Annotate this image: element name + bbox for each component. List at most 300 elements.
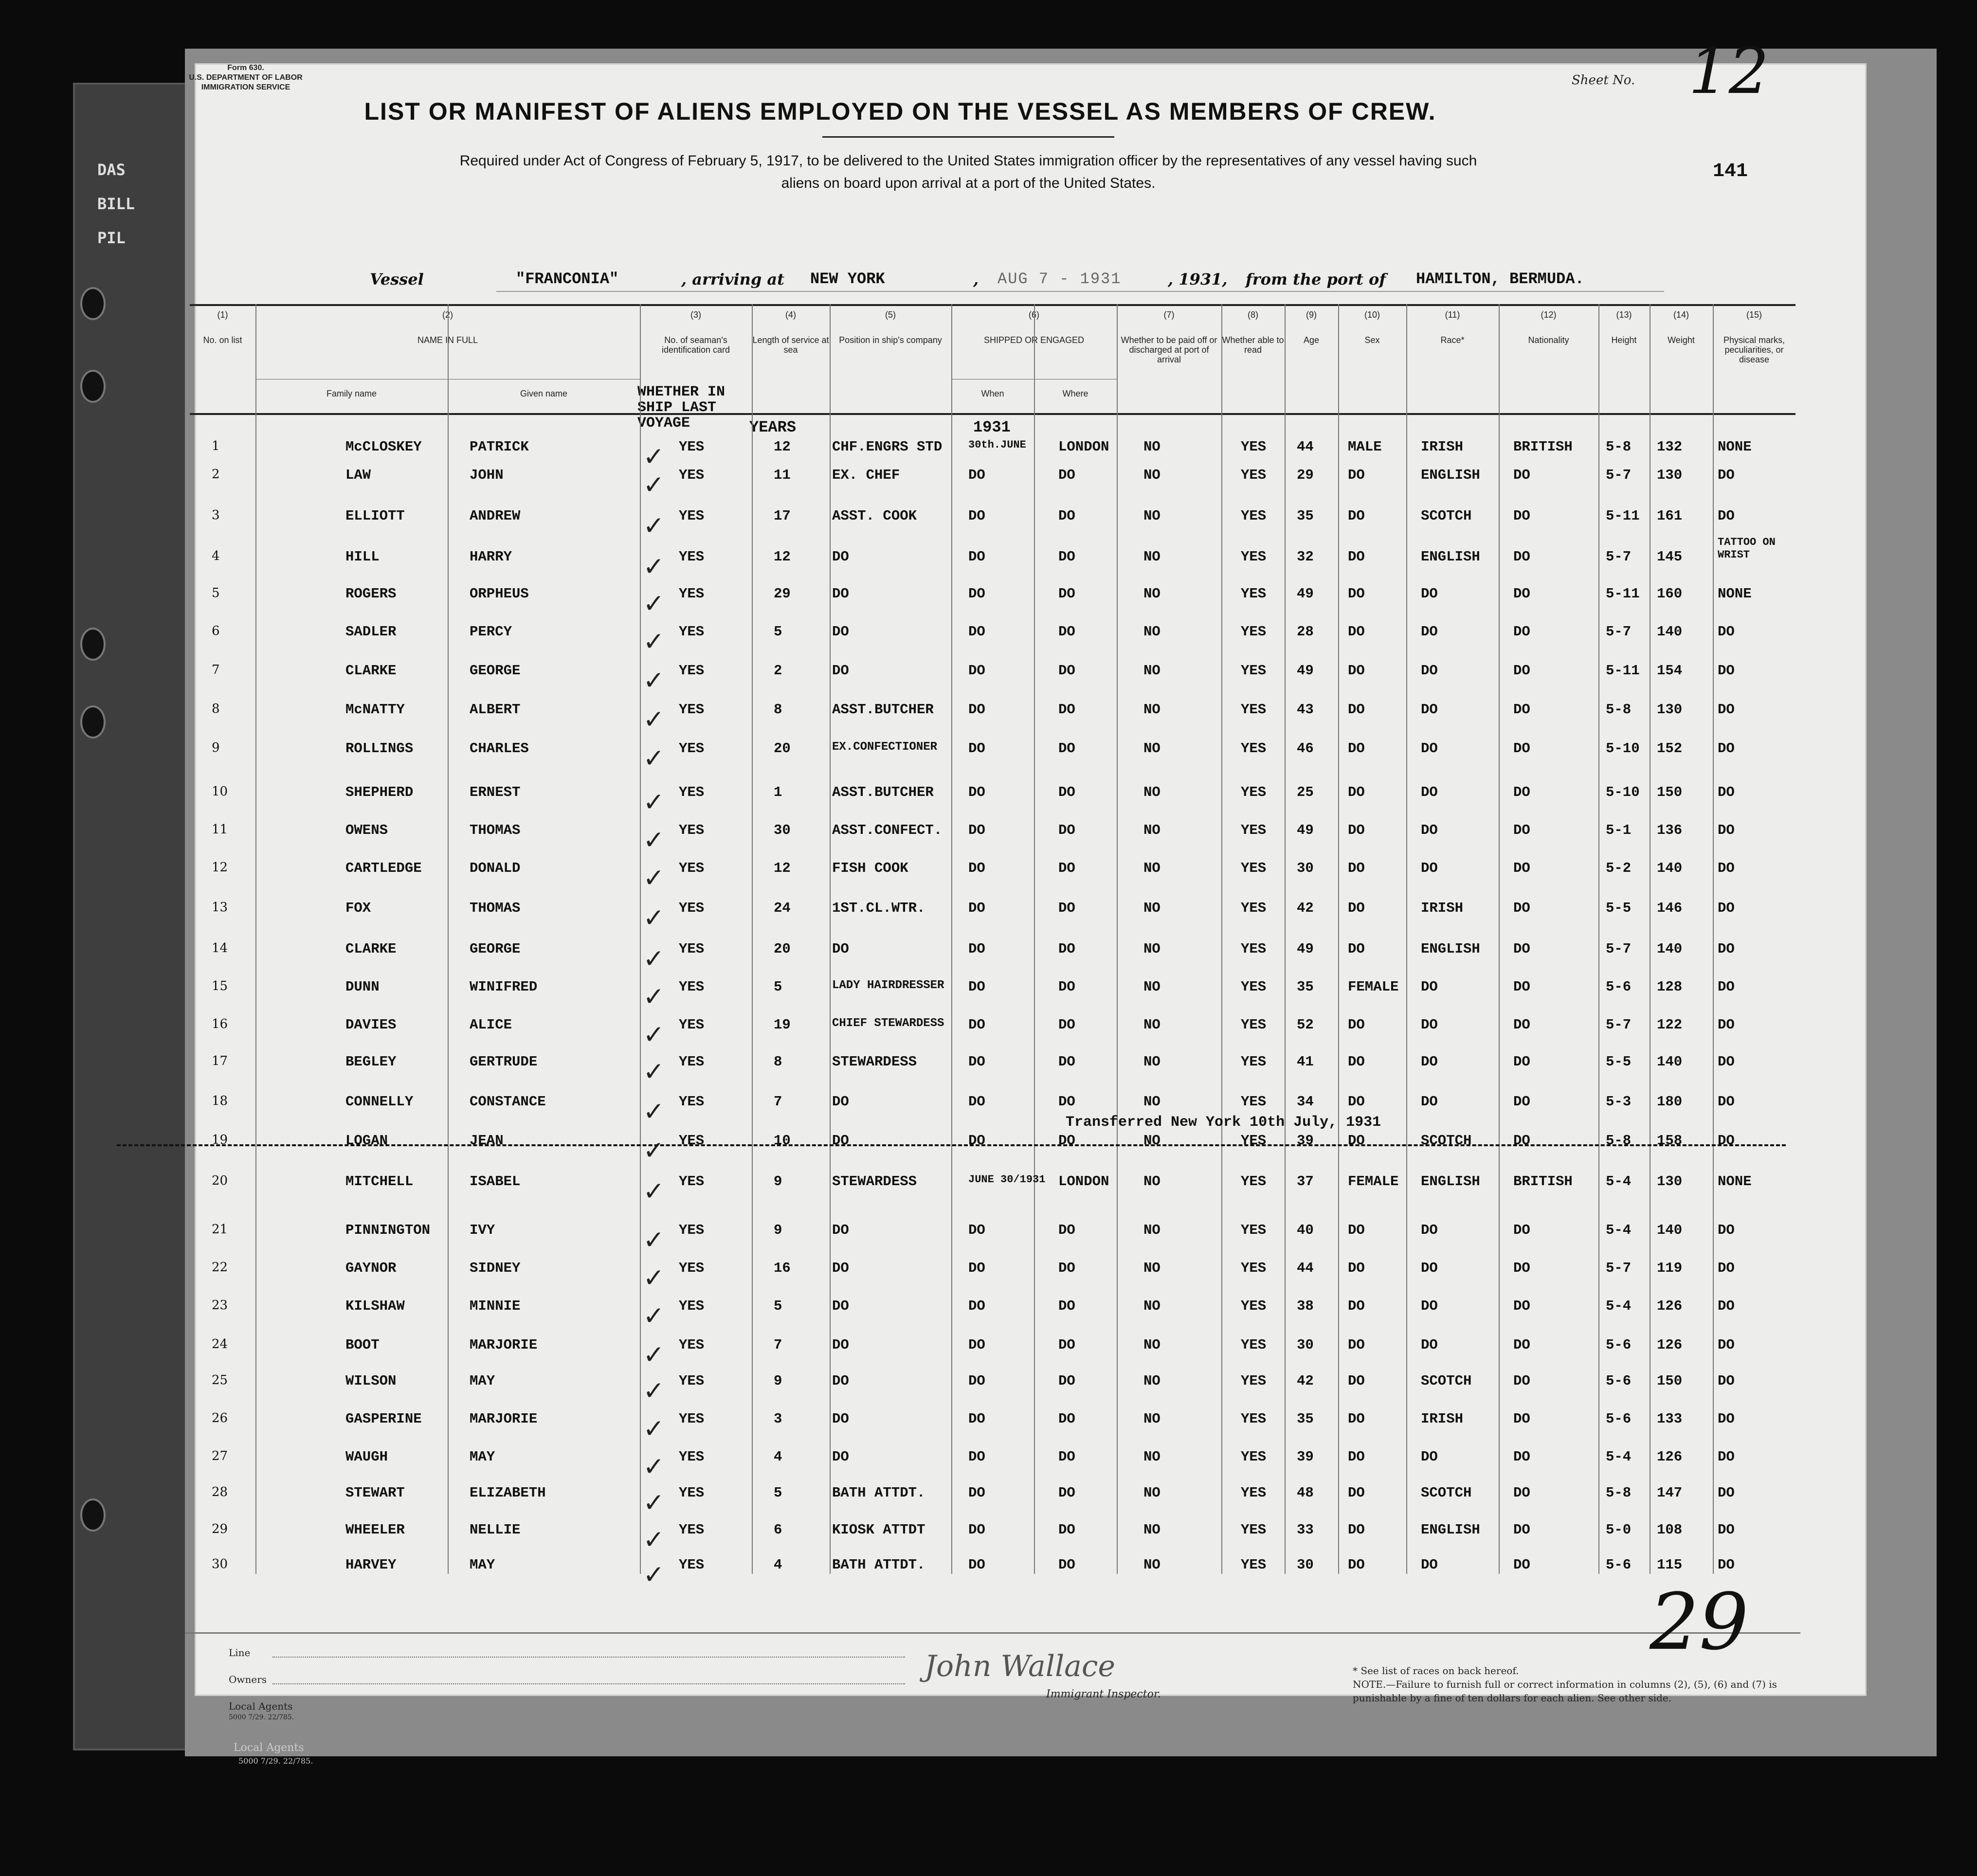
- sheet-stamp-number: 141: [1713, 161, 1748, 182]
- given-name-cell: MAY: [470, 1373, 495, 1389]
- given-name-cell: SIDNEY: [470, 1260, 521, 1276]
- able-to-read-cell: YES: [1241, 586, 1267, 602]
- row-number-cell: 4: [212, 549, 220, 563]
- height-cell: 5-8: [1606, 702, 1632, 718]
- nationality-cell: DO: [1513, 1485, 1530, 1501]
- race-cell: DO: [1421, 1337, 1438, 1353]
- shipped-where-cell: DO: [1058, 1094, 1075, 1110]
- weight-cell: 126: [1657, 1449, 1683, 1465]
- nationality-cell: DO: [1513, 663, 1530, 679]
- family-name-cell: HARVEY: [345, 1557, 397, 1573]
- service-years-cell: 4: [774, 1557, 782, 1573]
- weight-cell: 130: [1657, 702, 1683, 718]
- height-cell: 5-6: [1606, 1337, 1632, 1353]
- header-col-7: [1117, 306, 1222, 413]
- punch-hole: [80, 628, 106, 661]
- nationality-cell: DO: [1513, 941, 1530, 957]
- height-cell: 5-5: [1606, 1054, 1632, 1070]
- weight-cell: 145: [1657, 549, 1683, 565]
- weight-cell: 146: [1657, 900, 1683, 916]
- header-col-number: (8): [1248, 310, 1258, 320]
- race-cell: DO: [1421, 702, 1438, 718]
- from-port-label: from the port of: [1246, 270, 1386, 289]
- given-name-cell: ELIZABETH: [470, 1485, 546, 1501]
- able-to-read-cell: YES: [1241, 702, 1267, 718]
- shipped-where-cell: DO: [1058, 1485, 1075, 1501]
- shipped-when-cell: JUNE 30/1931: [968, 1173, 1046, 1186]
- sex-cell: DO: [1348, 1485, 1365, 1501]
- seaman-card-cell: YES: [679, 508, 705, 524]
- position-cell: DO: [832, 586, 849, 602]
- race-cell: DO: [1421, 1298, 1438, 1314]
- nationality-cell: BRITISH: [1513, 1173, 1573, 1190]
- seaman-card-cell: YES: [679, 1222, 705, 1238]
- seaman-card-cell: YES: [679, 900, 705, 916]
- header-col-label: Whether able to read: [1222, 335, 1284, 355]
- sex-cell: FEMALE: [1348, 1173, 1399, 1190]
- shipped-when-cell: DO: [968, 860, 985, 876]
- table-row: [190, 854, 1796, 896]
- sex-cell: DO: [1348, 624, 1365, 640]
- header-col-label: NAME IN FULL: [417, 335, 478, 345]
- weight-cell: 136: [1657, 822, 1683, 838]
- paid-off-cell: NO: [1143, 663, 1161, 679]
- age-cell: 35: [1297, 1411, 1314, 1427]
- given-name-cell: MARJORIE: [470, 1337, 538, 1353]
- service-years-cell: 12: [774, 439, 791, 455]
- able-to-read-cell: YES: [1241, 1017, 1267, 1033]
- service-years-cell: 3: [774, 1411, 782, 1427]
- header-col-label: Height: [1611, 335, 1637, 345]
- checkmark-icon: ✓: [645, 743, 663, 776]
- age-cell: 38: [1297, 1298, 1314, 1314]
- position-cell: FISH COOK: [832, 860, 908, 876]
- form-identifier: [185, 63, 307, 92]
- shipped-when-cell: DO: [968, 979, 985, 995]
- vessel-label: Vessel: [370, 270, 424, 289]
- shipped-when-cell: DO: [968, 1485, 985, 1501]
- seaman-card-cell: YES: [679, 467, 705, 483]
- sex-cell: DO: [1348, 1373, 1365, 1389]
- header-col-number: (7): [1163, 310, 1175, 320]
- table-row: [190, 657, 1796, 699]
- family-name-cell: ROLLINGS: [345, 740, 414, 757]
- race-cell: SCOTCH: [1421, 1373, 1472, 1389]
- nationality-cell: DO: [1513, 979, 1530, 995]
- family-name-cell: McNATTY: [345, 702, 405, 718]
- service-years-cell: 8: [774, 1054, 782, 1070]
- paid-off-cell: NO: [1143, 1017, 1161, 1033]
- able-to-read-cell: YES: [1241, 900, 1267, 916]
- shipped-when-cell: DO: [968, 624, 985, 640]
- shipped-when-cell: DO: [968, 586, 985, 602]
- shipped-when-cell: DO: [968, 1260, 985, 1276]
- able-to-read-cell: YES: [1241, 467, 1267, 483]
- header-col-number: (15): [1746, 310, 1762, 320]
- age-cell: 41: [1297, 1054, 1314, 1070]
- sex-cell: DO: [1348, 1449, 1365, 1465]
- weight-cell: 152: [1657, 740, 1683, 757]
- shipped-when-cell: 30th.JUNE: [968, 439, 1026, 451]
- table-header: [190, 304, 1796, 415]
- position-cell: 1ST.CL.WTR.: [832, 900, 925, 916]
- physical-marks-cell: DO: [1718, 1449, 1735, 1465]
- sex-cell: DO: [1348, 1298, 1365, 1314]
- weight-cell: 130: [1657, 467, 1683, 483]
- nationality-cell: BRITISH: [1513, 439, 1573, 455]
- given-name-cell: PERCY: [470, 624, 512, 640]
- shipped-where-cell: DO: [1058, 1449, 1075, 1465]
- header-col-number: (2): [442, 310, 453, 320]
- shipped-where-cell: DO: [1058, 900, 1075, 916]
- header-col-number: (4): [785, 310, 796, 320]
- race-cell: DO: [1421, 1054, 1438, 1070]
- header-col-label: Length of service at sea: [752, 335, 829, 355]
- shipped-where-cell: DO: [1058, 663, 1075, 679]
- checkmark-icon: ✓: [645, 903, 663, 936]
- able-to-read-cell: YES: [1241, 1173, 1267, 1190]
- height-cell: 5-4: [1606, 1222, 1632, 1238]
- inspector-signature: John Wallace: [925, 1649, 1116, 1683]
- fine-note: NOTE.—Failure to furnish full or correct information in columns (2), (5), (6) and (7) is punishable by a fine of ten dollars for each alien. See other side.: [1353, 1678, 1777, 1704]
- weight-cell: 140: [1657, 1054, 1683, 1070]
- weight-cell: 154: [1657, 663, 1683, 679]
- service-years-cell: 9: [774, 1373, 782, 1389]
- physical-marks-cell: NONE: [1718, 1173, 1752, 1190]
- shipped-where-cell: DO: [1058, 1557, 1075, 1573]
- row-number-cell: 25: [212, 1373, 228, 1388]
- physical-marks-cell: DO: [1718, 1054, 1735, 1070]
- checkmark-icon: ✓: [645, 1097, 663, 1130]
- page-title: LIST OR MANIFEST OF ALIENS EMPLOYED ON THE VESSEL AS MEMBERS OF CREW.: [364, 98, 1436, 125]
- race-cell: DO: [1421, 1557, 1438, 1573]
- family-name-cell: SHEPHERD: [345, 784, 414, 800]
- physical-marks-cell: DO: [1718, 822, 1735, 838]
- given-name-cell: THOMAS: [470, 822, 521, 838]
- physical-marks-cell: DO: [1718, 1260, 1735, 1276]
- service-years-cell: 7: [774, 1094, 782, 1110]
- paid-off-cell: NO: [1143, 1485, 1161, 1501]
- row-number-cell: 20: [212, 1173, 228, 1188]
- position-cell: BATH ATTDT.: [832, 1485, 925, 1501]
- table-row: [190, 1011, 1796, 1053]
- row-number-cell: 11: [212, 822, 228, 837]
- weight-cell: 128: [1657, 979, 1683, 995]
- shipped-where-cell: DO: [1058, 586, 1075, 602]
- given-name-cell: ANDREW: [470, 508, 521, 524]
- seaman-card-cell: YES: [679, 624, 705, 640]
- table-row: [190, 696, 1796, 738]
- sex-cell: DO: [1348, 508, 1365, 524]
- service-years-cell: 9: [774, 1222, 782, 1238]
- punch-hole: [80, 287, 106, 320]
- family-name-cell: CARTLEDGE: [345, 860, 422, 876]
- shipped-where-cell: DO: [1058, 1337, 1075, 1353]
- sex-cell: DO: [1348, 1017, 1365, 1033]
- service-years-cell: 20: [774, 740, 791, 757]
- race-cell: DO: [1421, 624, 1438, 640]
- race-cell: SCOTCH: [1421, 508, 1472, 524]
- position-cell: CHIEF STEWARDESS: [832, 1017, 944, 1030]
- sex-cell: DO: [1348, 822, 1365, 838]
- race-cell: IRISH: [1421, 439, 1464, 455]
- physical-marks-cell: DO: [1718, 1222, 1735, 1238]
- family-name-cell: CONNELLY: [345, 1094, 414, 1110]
- paid-off-cell: NO: [1143, 1373, 1161, 1389]
- shipped-when-cell: DO: [968, 508, 985, 524]
- height-cell: 5-4: [1606, 1449, 1632, 1465]
- sex-cell: DO: [1348, 467, 1365, 483]
- header-col-number: (10): [1364, 310, 1380, 320]
- shipped-when-cell: DO: [968, 1522, 985, 1538]
- age-cell: 49: [1297, 586, 1314, 602]
- able-to-read-cell: YES: [1241, 1054, 1267, 1070]
- arrival-date-stamp: AUG 7 - 1931: [998, 270, 1122, 288]
- seaman-card-cell: YES: [679, 586, 705, 602]
- weight-cell: 126: [1657, 1337, 1683, 1353]
- nationality-cell: DO: [1513, 860, 1530, 876]
- header-col-number: (6): [1029, 310, 1039, 320]
- form-department: U.S. DEPARTMENT OF LABOR: [189, 73, 303, 82]
- age-cell: 34: [1297, 1094, 1314, 1110]
- nationality-cell: DO: [1513, 1094, 1530, 1110]
- table-row: [190, 580, 1796, 622]
- given-name-cell: GERTRUDE: [470, 1054, 538, 1070]
- checkmark-icon: ✓: [645, 552, 663, 585]
- row-number-cell: 18: [212, 1094, 228, 1108]
- service-years-cell: 5: [774, 979, 782, 995]
- age-cell: 40: [1297, 1222, 1314, 1238]
- service-years-cell: 10: [774, 1133, 791, 1149]
- age-cell: 48: [1297, 1485, 1314, 1501]
- row-number-cell: 21: [212, 1222, 228, 1237]
- service-years-cell: 12: [774, 549, 791, 565]
- header-col-label: Position in ship's company: [839, 335, 942, 345]
- age-cell: 52: [1297, 1017, 1314, 1033]
- weight-cell: 133: [1657, 1411, 1683, 1427]
- footer-agents-label: Local Agents: [229, 1700, 293, 1712]
- header-col-label: No. on list: [203, 335, 242, 345]
- checkmark-icon: ✓: [645, 1452, 663, 1485]
- arrival-port: NEW YORK: [810, 270, 885, 288]
- table-row: [190, 1367, 1796, 1409]
- shipped-where-cell: DO: [1058, 624, 1075, 640]
- header-col-number: (11): [1445, 310, 1460, 320]
- row-number-cell: 12: [212, 860, 228, 875]
- shipped-where-cell: LONDON: [1058, 1173, 1109, 1190]
- nationality-cell: DO: [1513, 1557, 1530, 1573]
- shipped-where-cell: DO: [1058, 1298, 1075, 1314]
- table-row: [190, 816, 1796, 858]
- cancel-line: [117, 1144, 1786, 1146]
- age-cell: 49: [1297, 941, 1314, 957]
- given-name-cell: MINNIE: [470, 1298, 521, 1314]
- paid-off-cell: NO: [1143, 941, 1161, 957]
- position-cell: EX. CHEF: [832, 467, 900, 483]
- sex-cell: DO: [1348, 1557, 1365, 1573]
- position-cell: DO: [832, 663, 849, 679]
- checkmark-icon: ✓: [645, 1488, 663, 1521]
- given-name-cell: CHARLES: [470, 740, 529, 757]
- paid-off-cell: NO: [1143, 549, 1161, 565]
- arrival-year: , 1931,: [1168, 270, 1228, 289]
- family-name-cell: BOOT: [345, 1337, 380, 1353]
- shipped-where-cell: DO: [1058, 702, 1075, 718]
- height-cell: 5-11: [1606, 586, 1640, 602]
- weight-cell: 150: [1657, 784, 1683, 800]
- given-name-cell: ALBERT: [470, 702, 521, 718]
- nationality-cell: DO: [1513, 784, 1530, 800]
- age-cell: 46: [1297, 740, 1314, 757]
- header-sub-where: Where: [1062, 389, 1088, 398]
- able-to-read-cell: YES: [1241, 784, 1267, 800]
- row-number-cell: 24: [212, 1337, 228, 1352]
- row-number-cell: 27: [212, 1449, 228, 1463]
- header-col-12: [1499, 306, 1599, 413]
- weight-cell: 108: [1657, 1522, 1683, 1538]
- header-col-number: (5): [885, 310, 896, 320]
- shipped-where-cell: DO: [1058, 1133, 1075, 1149]
- height-cell: 5-11: [1606, 663, 1640, 679]
- age-cell: 28: [1297, 624, 1314, 640]
- table-row: [190, 536, 1796, 585]
- table-row: [190, 935, 1796, 977]
- seaman-card-cell: YES: [679, 1449, 705, 1465]
- race-cell: IRISH: [1421, 1411, 1464, 1427]
- paid-off-cell: NO: [1143, 1411, 1161, 1427]
- seaman-card-cell: YES: [679, 1337, 705, 1353]
- row-number-cell: 8: [212, 702, 220, 716]
- vessel-rule: [496, 291, 1664, 292]
- departure-port: HAMILTON, BERMUDA.: [1416, 270, 1584, 288]
- position-cell: DO: [832, 1337, 849, 1353]
- sex-cell: MALE: [1348, 439, 1382, 455]
- header-col-label: Nationality: [1528, 335, 1569, 345]
- race-cell: ENGLISH: [1421, 1173, 1480, 1190]
- able-to-read-cell: YES: [1241, 979, 1267, 995]
- paid-off-cell: NO: [1143, 1337, 1161, 1353]
- service-years-cell: 6: [774, 1522, 782, 1538]
- seaman-card-cell: YES: [679, 1485, 705, 1501]
- header-col-1: [190, 306, 256, 413]
- punch-hole: [80, 1498, 106, 1532]
- vessel-comma: ,: [973, 270, 979, 289]
- row-number-cell: 22: [212, 1260, 228, 1275]
- shipped-when-cell: DO: [968, 1017, 985, 1033]
- shipped-when-cell: DO: [968, 941, 985, 957]
- row-number-cell: 6: [212, 624, 220, 638]
- height-cell: 5-7: [1606, 1260, 1632, 1276]
- race-cell: ENGLISH: [1421, 549, 1480, 565]
- row-number-cell: 7: [212, 663, 220, 677]
- family-name-cell: WILSON: [345, 1373, 397, 1389]
- race-cell: SCOTCH: [1421, 1133, 1472, 1149]
- physical-marks-cell: DO: [1718, 1485, 1735, 1501]
- shipped-where-cell: DO: [1058, 549, 1075, 565]
- footer-rule: [185, 1632, 1800, 1634]
- able-to-read-cell: YES: [1241, 1373, 1267, 1389]
- position-cell: DO: [832, 549, 849, 565]
- position-cell: CHF.ENGRS STD: [832, 439, 943, 455]
- shipped-where-cell: DO: [1058, 1222, 1075, 1238]
- paid-off-cell: NO: [1143, 439, 1161, 455]
- sex-cell: DO: [1348, 860, 1365, 876]
- given-name-cell: GEORGE: [470, 941, 521, 957]
- family-name-cell: CLARKE: [345, 663, 397, 679]
- nationality-cell: DO: [1513, 586, 1530, 602]
- table-row: [190, 1516, 1796, 1558]
- height-cell: 5-4: [1606, 1298, 1632, 1314]
- table-row: [190, 1405, 1796, 1447]
- paid-off-cell: NO: [1143, 822, 1161, 838]
- table-row: [190, 1048, 1796, 1090]
- row-number-cell: 14: [212, 941, 228, 956]
- weight-cell: 132: [1657, 439, 1683, 455]
- shipped-where-cell: DO: [1058, 1522, 1075, 1538]
- race-cell: IRISH: [1421, 900, 1464, 916]
- service-years-cell: 5: [774, 1485, 782, 1501]
- seaman-card-cell: YES: [679, 941, 705, 957]
- checkmark-icon: ✓: [645, 1136, 663, 1169]
- physical-marks-cell: DO: [1718, 900, 1735, 916]
- able-to-read-cell: YES: [1241, 1133, 1267, 1149]
- age-cell: 25: [1297, 784, 1314, 800]
- sex-cell: DO: [1348, 1133, 1365, 1149]
- given-name-cell: ISABEL: [470, 1173, 521, 1190]
- paid-off-cell: NO: [1143, 1173, 1161, 1190]
- sex-cell: DO: [1348, 900, 1365, 916]
- footer-print-code: 5000 7/29. 22/785.: [229, 1714, 294, 1721]
- age-cell: 43: [1297, 702, 1314, 718]
- checkmark-icon: ✓: [645, 1560, 663, 1593]
- given-name-cell: NELLIE: [470, 1522, 521, 1538]
- given-name-cell: PATRICK: [470, 439, 529, 455]
- given-name-cell: THOMAS: [470, 900, 521, 916]
- nationality-cell: DO: [1513, 1054, 1530, 1070]
- header-col-number: (12): [1541, 310, 1557, 320]
- shipped-when-cell: DO: [968, 467, 985, 483]
- paid-off-cell: NO: [1143, 624, 1161, 640]
- height-cell: 5-6: [1606, 1411, 1632, 1427]
- physical-marks-cell: DO: [1718, 1411, 1735, 1427]
- able-to-read-cell: YES: [1241, 1449, 1267, 1465]
- shipped-where-cell: DO: [1058, 941, 1075, 957]
- race-cell: DO: [1421, 979, 1438, 995]
- weight-cell: 150: [1657, 1373, 1683, 1389]
- able-to-read-cell: YES: [1241, 1222, 1267, 1238]
- sex-cell: DO: [1348, 663, 1365, 679]
- header-col-number: (14): [1673, 310, 1689, 320]
- paid-off-cell: NO: [1143, 979, 1161, 995]
- inspector-label: Immigrant Inspector.: [1046, 1688, 1161, 1700]
- height-cell: 5-0: [1606, 1522, 1632, 1538]
- physical-marks-cell: DO: [1718, 663, 1735, 679]
- shipped-when-cell: DO: [968, 1557, 985, 1573]
- position-cell: DO: [832, 941, 849, 957]
- position-cell: BATH ATTDT.: [832, 1557, 925, 1573]
- physical-marks-cell: DO: [1718, 784, 1735, 800]
- shipped-where-cell: DO: [1058, 508, 1075, 524]
- given-name-cell: ALICE: [470, 1017, 512, 1033]
- family-name-cell: PINNINGTON: [345, 1222, 431, 1238]
- checkmark-icon: ✓: [645, 666, 663, 699]
- shipped-where-cell: DO: [1058, 1054, 1075, 1070]
- row-number-cell: 10: [212, 784, 228, 799]
- height-cell: 5-7: [1606, 467, 1632, 483]
- checkmark-icon: ✓: [645, 589, 663, 622]
- footer-notes: [1353, 1664, 1791, 1705]
- paid-off-cell: NO: [1143, 1557, 1161, 1573]
